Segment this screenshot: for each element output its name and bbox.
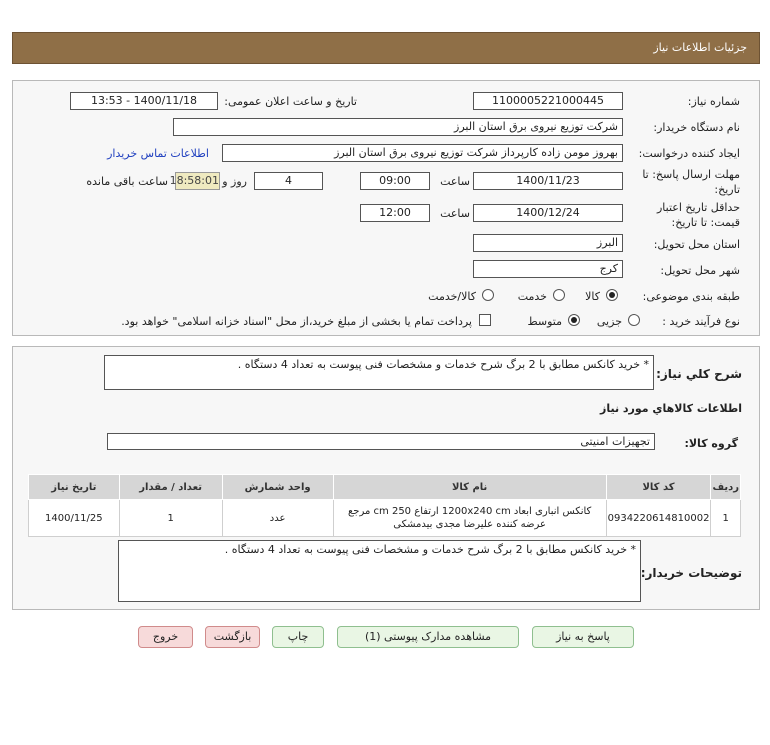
announce-date-field: 1400/11/18 - 13:53 xyxy=(70,92,218,110)
buyer-org-field: شرکت توزیع نیروی برق استان البرز xyxy=(173,118,623,136)
province-label: استان محل تحویل: xyxy=(653,238,740,251)
col-date: تاریخ نیاز xyxy=(29,475,120,500)
days-label: روز و xyxy=(222,175,247,188)
remaining-label: ساعت باقی مانده xyxy=(86,175,168,188)
validity-label-line2: قیمت: تا تاریخ: xyxy=(671,216,740,229)
requester-label: ایجاد کننده درخواست: xyxy=(638,147,740,160)
deadline-label-line2: تاریخ: xyxy=(714,183,740,196)
table-header-row xyxy=(29,475,741,500)
category-service-radio[interactable] xyxy=(553,289,565,301)
buyer-org-label: نام دستگاه خریدار: xyxy=(653,121,740,134)
buyer-contact-link[interactable]: اطلاعات تماس خریدار xyxy=(107,147,209,160)
cell-row: 1 xyxy=(711,500,741,537)
announce-date-label: تاریخ و ساعت اعلان عمومی: xyxy=(224,95,357,108)
cell-name: کانکس انباری ابعاد 1200x240 cm ارتفاع 250 cm مرجع عرضه کننده علیرضا مجدی بیدمشکی xyxy=(333,500,606,537)
validity-label-line1: حداقل تاریخ اعتبار xyxy=(656,201,740,214)
validity-date-field: 1400/12/24 xyxy=(473,204,623,222)
goods-table xyxy=(28,474,741,537)
validity-label xyxy=(657,200,740,230)
goods-section-title: اطلاعات کالاهاي مورد نياز xyxy=(600,402,742,415)
remaining-time-field: 18:58:01 xyxy=(175,172,220,190)
treasury-payment-checkbox[interactable] xyxy=(479,314,491,326)
deadline-time-field: 09:00 xyxy=(360,172,430,190)
cell-code: 0934220614810002 xyxy=(606,500,711,537)
city-label: شهر محل تحویل: xyxy=(660,264,740,277)
deadline-date-field: 1400/11/23 xyxy=(473,172,623,190)
col-row: ردیف xyxy=(711,475,741,500)
attachments-button[interactable]: مشاهده مدارک پیوستی (1) xyxy=(337,626,519,648)
back-button[interactable]: بازگشت xyxy=(205,626,260,648)
page-title: جزئیات اطلاعات نیاز xyxy=(653,41,747,54)
days-remaining-field: 4 xyxy=(254,172,323,190)
goods-group-label: گروه کالا: xyxy=(684,437,738,450)
summary-label: شرح کلي نياز: xyxy=(656,367,742,381)
deadline-label xyxy=(642,167,740,197)
process-type-label: نوع فرآیند خرید : xyxy=(662,315,740,328)
table-row xyxy=(29,500,741,537)
category-label: طبقه بندی موضوعی: xyxy=(642,290,740,303)
goods-group-field: تجهیزات امنیتی xyxy=(107,433,655,450)
page-title-bar xyxy=(12,32,760,64)
buyer-notes-label: توضیحات خریدار: xyxy=(640,566,742,580)
col-unit: واحد شمارش xyxy=(222,475,333,500)
exit-button[interactable]: خروج xyxy=(138,626,193,648)
treasury-payment-note: پرداخت تمام یا بخشی از مبلغ خرید،از محل "اسناد خزانه اسلامی" خواهد بود. xyxy=(121,315,472,328)
validity-time-label: ساعت xyxy=(440,207,470,220)
process-minor-label: جزیی xyxy=(596,315,622,328)
process-medium-label: متوسط xyxy=(527,315,562,328)
buyer-notes-text: * خرید کانکس مطابق با 2 برگ شرح خدمات و مشخصات فنی پیوست به تعداد 4 دستگاه . xyxy=(118,540,641,602)
validity-time-field: 12:00 xyxy=(360,204,430,222)
cell-date: 1400/11/25 xyxy=(29,500,120,537)
deadline-time-label: ساعت xyxy=(440,175,470,188)
category-service-label: خدمت xyxy=(517,290,547,303)
category-both-label: کالا/خدمت xyxy=(428,290,476,303)
city-field: کرج xyxy=(473,260,623,278)
need-number-label: شماره نیاز: xyxy=(687,95,740,108)
cell-qty: 1 xyxy=(119,500,222,537)
col-qty: تعداد / مقدار xyxy=(119,475,222,500)
category-goods-radio[interactable] xyxy=(606,289,618,301)
deadline-label-line1: مهلت ارسال پاسخ: تا xyxy=(642,168,740,181)
province-field: البرز xyxy=(473,234,623,252)
col-name: نام کالا xyxy=(333,475,606,500)
need-number-field: 1100005221000445 xyxy=(473,92,623,110)
category-both-radio[interactable] xyxy=(482,289,494,301)
requester-field: بهروز مومن زاده کارپرداز شرکت توزیع نیروی برق استان البرز xyxy=(222,144,623,162)
print-button[interactable]: چاپ xyxy=(272,626,324,648)
process-medium-radio[interactable] xyxy=(568,314,580,326)
cell-unit: عدد xyxy=(222,500,333,537)
category-goods-label: کالا xyxy=(585,290,600,303)
summary-text: * خرید کانکس مطابق با 2 برگ شرح خدمات و مشخصات فنی پیوست به تعداد 4 دستگاه . xyxy=(104,355,654,390)
col-code: کد کالا xyxy=(606,475,711,500)
reply-button[interactable]: پاسخ به نیاز xyxy=(532,626,634,648)
process-minor-radio[interactable] xyxy=(628,314,640,326)
